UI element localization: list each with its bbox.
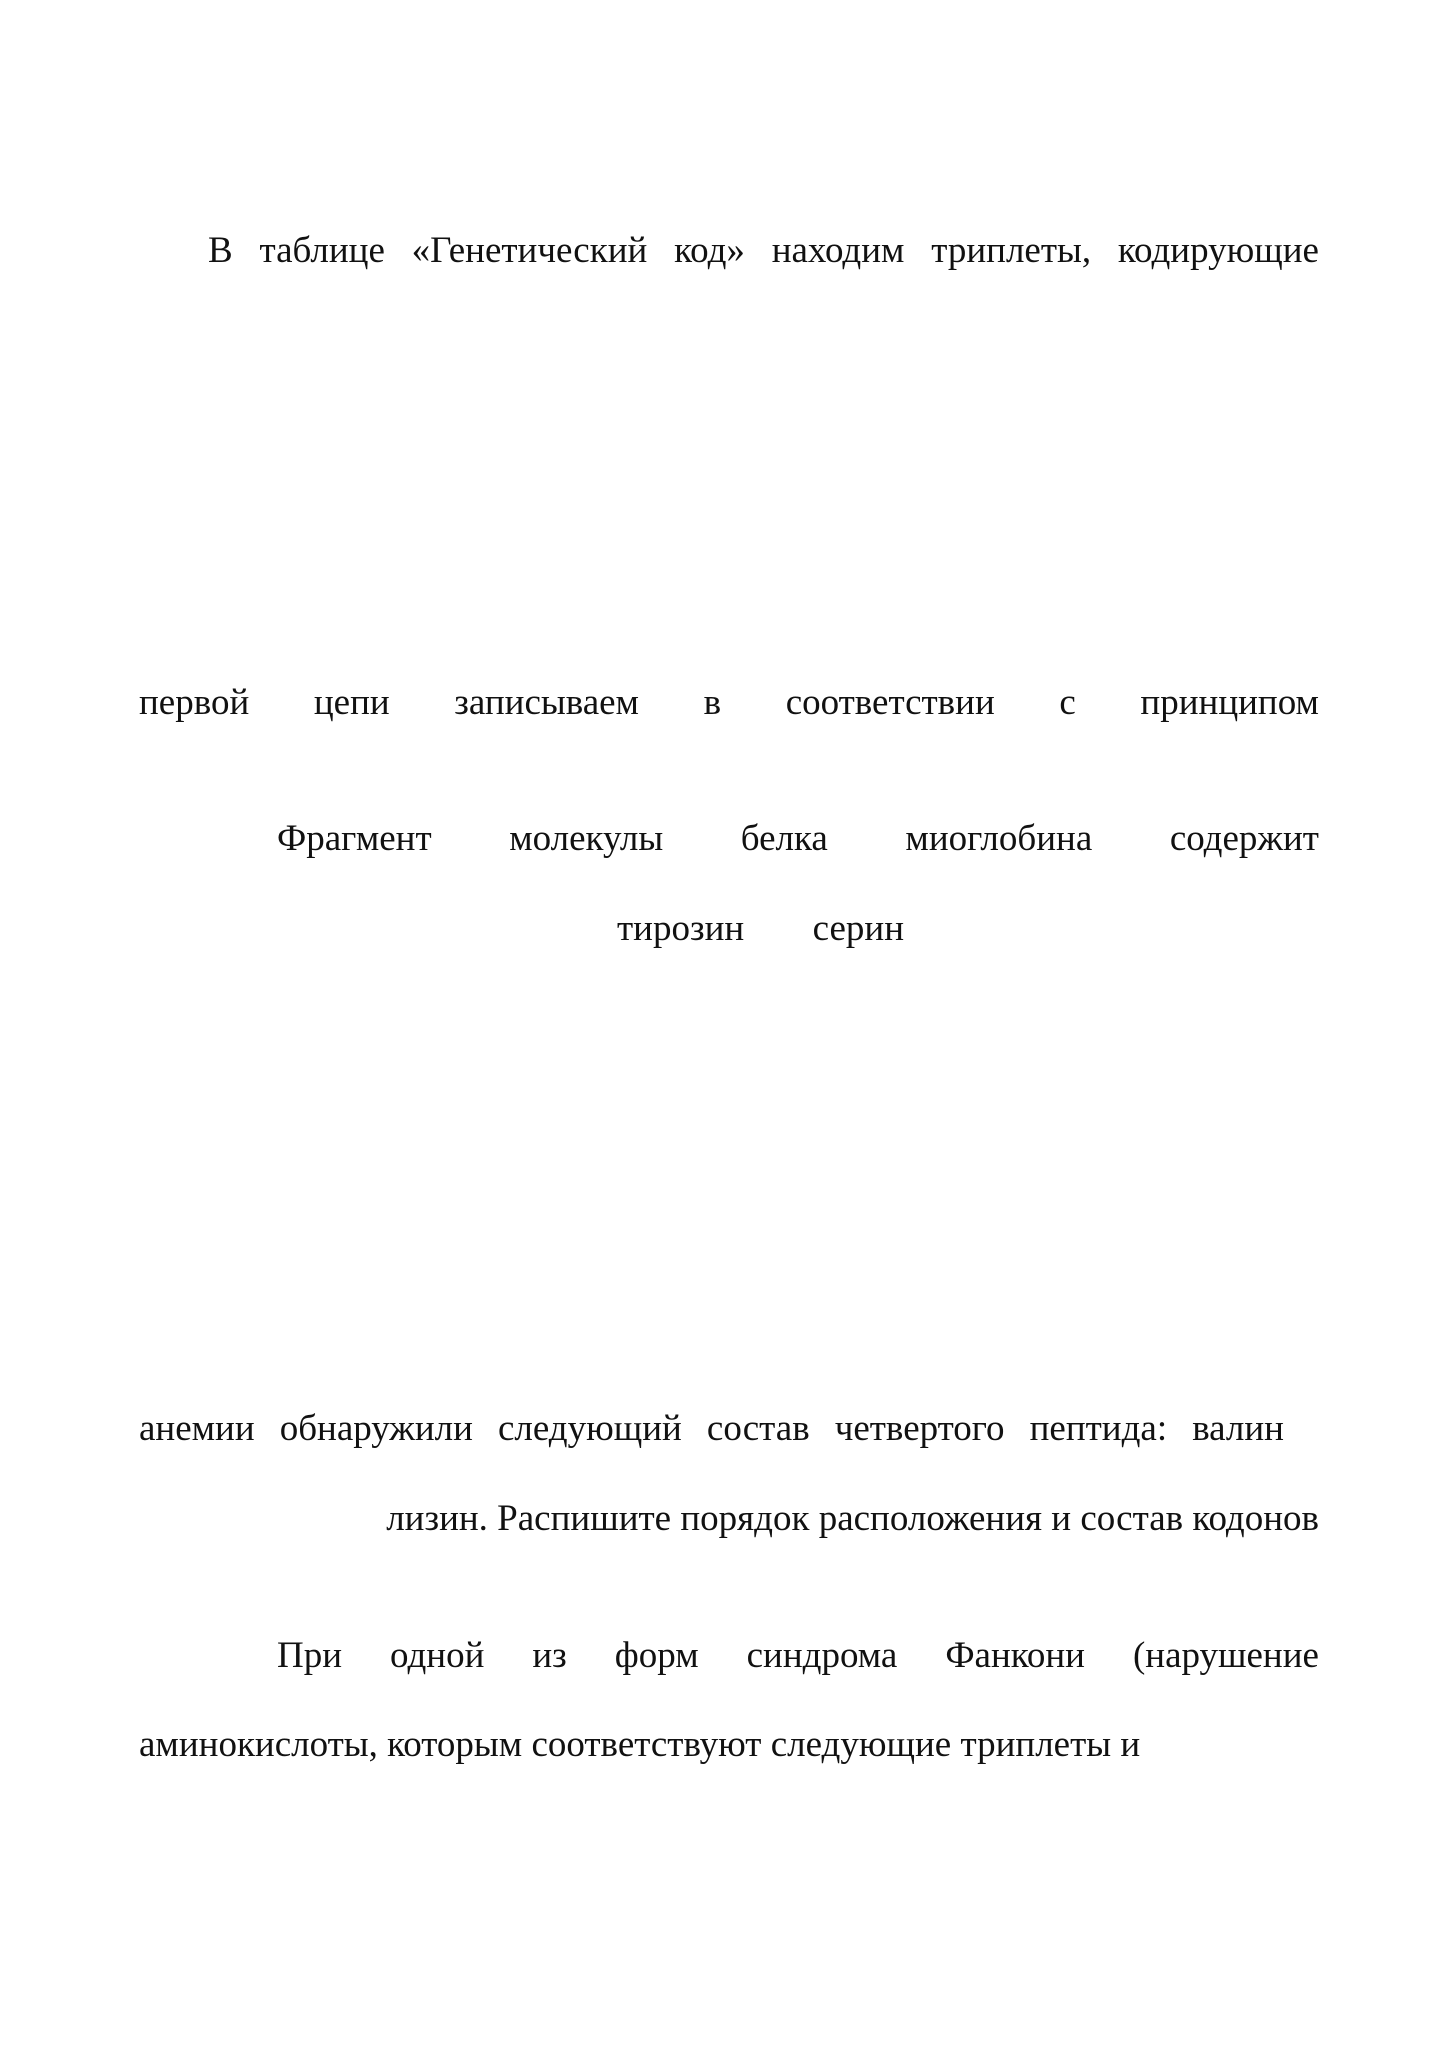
word: в	[703, 682, 722, 723]
text-line-5	[139, 1410, 1284, 1447]
word: синдрома	[746, 1635, 898, 1676]
word: (нарушение	[1132, 1635, 1319, 1676]
word: соответствии	[785, 682, 995, 723]
word: валин	[1192, 1408, 1284, 1449]
text-line-3	[277, 820, 1319, 857]
word: находим	[771, 230, 905, 271]
word: цепи	[313, 682, 390, 723]
word: триплеты,	[931, 230, 1092, 271]
word: молекулы	[509, 818, 664, 859]
text-line-2	[139, 684, 1319, 721]
word: белка	[740, 818, 828, 859]
word: обнаружили	[279, 1408, 473, 1449]
text-line-6: лизин. Распишите порядок расположения и состав кодонов	[386, 1498, 1319, 1539]
word: миоглобина	[905, 818, 1093, 859]
word: тирозин	[617, 908, 745, 949]
word: четвертого	[834, 1408, 1005, 1449]
word: серин	[812, 908, 904, 949]
word: таблице	[259, 230, 385, 271]
word: форм	[614, 1635, 699, 1676]
word: пептида:	[1029, 1408, 1168, 1449]
text-line-8: аминокислоты, которым соответствуют следующие триплеты и	[139, 1724, 1141, 1765]
word: принципом	[1140, 682, 1319, 723]
word: В	[208, 230, 233, 271]
word: из	[532, 1635, 567, 1676]
word: Фанкони	[945, 1635, 1085, 1676]
word: содержит	[1169, 818, 1319, 859]
text-line-1	[208, 232, 1319, 269]
text-line-7	[277, 1637, 1319, 1674]
word: одной	[390, 1635, 485, 1676]
word: состав	[706, 1408, 810, 1449]
word: анемии	[139, 1408, 255, 1449]
word: с	[1059, 682, 1076, 723]
word: записываем	[454, 682, 639, 723]
word: следующий	[497, 1408, 682, 1449]
text-line-4	[617, 910, 904, 947]
word: код»	[674, 230, 745, 271]
word: Фрагмент	[277, 818, 432, 859]
word: При	[277, 1635, 343, 1676]
word: кодирующие	[1117, 230, 1319, 271]
word: «Генетический	[411, 230, 648, 271]
word: первой	[139, 682, 250, 723]
